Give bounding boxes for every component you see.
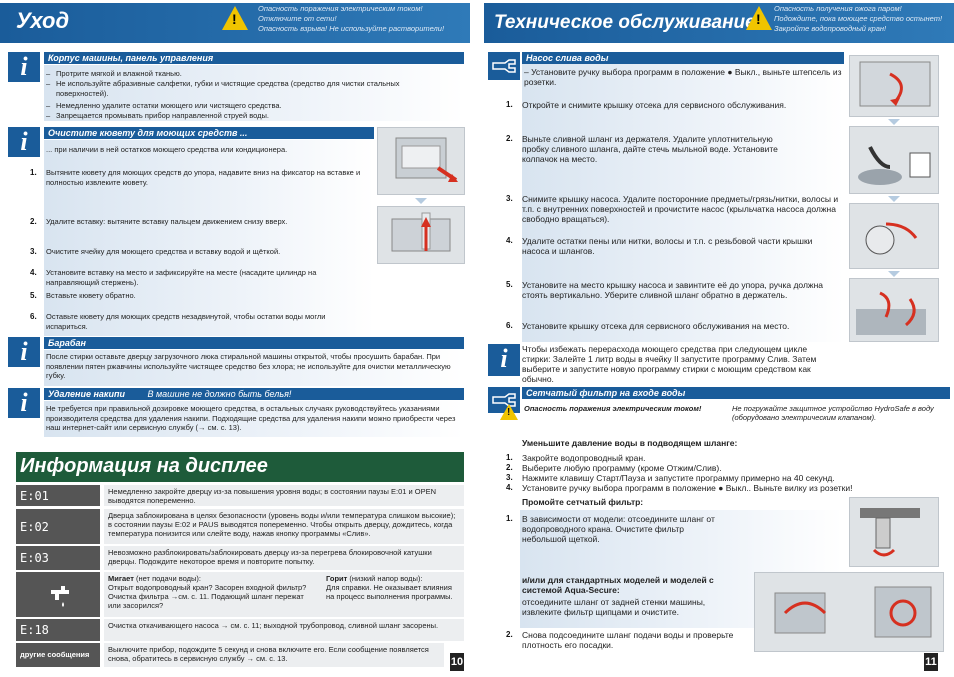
warning-line: Отключите от сети! xyxy=(258,14,337,23)
display-code-text: Очистка откачивающего насоса → см. с. 11; выходной трубопровод, сливной шланг засорены. xyxy=(104,619,464,641)
step-number: 3. xyxy=(506,473,513,482)
display-code-text: Выключите прибор, подождите 5 секунд и снова включите его. Если сообщение появляется снова, обратитесь в сервисную службу → см. с. 13. xyxy=(104,643,444,667)
step-number: 2. xyxy=(506,134,513,143)
flow-arrow-icon xyxy=(888,271,900,277)
pump-intro-text: Установите ручку выбора программ в положение ● Выкл., выньте штепсель из розетки. xyxy=(524,67,842,87)
bullet-text: Не используйте абразивные салфетки, губки и чистящие средства (средство для чистки стальных поверхностей). xyxy=(56,79,400,98)
pump-step2-illustration xyxy=(849,126,939,194)
left-page-title: Уход xyxy=(16,8,70,33)
filter-rear-illustration xyxy=(754,572,944,652)
rear-filter-drawing xyxy=(755,573,943,651)
section-head-filter: Сетчатый фильтр на входе воды xyxy=(522,387,950,399)
display-code: E:02 xyxy=(16,509,100,544)
pump-intro: – Установите ручку выбора программ в положение ● Выкл., выньте штепсель из розетки. xyxy=(524,67,842,87)
page-number: 11 xyxy=(924,653,938,671)
bullet-text: Протрите мягкой и влажной тканью. xyxy=(56,69,182,78)
warning-line: Опасность получения ожога паром! xyxy=(774,4,902,13)
section-head-descaling xyxy=(44,388,464,400)
right-header-warnings xyxy=(774,4,942,34)
dispenser-drawing xyxy=(378,128,464,194)
bullet-text: Немедленно удалите остатки моющего или чистящего средства. xyxy=(56,101,282,110)
info-icon: i xyxy=(8,388,40,418)
step-number: 4. xyxy=(506,483,513,492)
section-head-dispenser: Очистите кювету для моющих средств ... xyxy=(44,127,374,139)
bullet: – xyxy=(46,101,51,110)
pump-info-text: Чтобы избежать перерасхода моющего средства при следующем цикле стирки: Залейте 1 литр воды в ячейку II запустите программу Слив. Затем выберите и запустите новую программу стирки с моющим средством как обычно. xyxy=(522,344,817,384)
display-code: E:18 xyxy=(16,619,100,641)
step-text: Вытяните кювету для моющих средств до упора, надавите вниз на фиксатор на вставке и полностью извлеките кювету. xyxy=(46,168,361,187)
step-number: 5. xyxy=(30,291,37,300)
section-head-housing: Корпус машины, панель управления xyxy=(44,52,464,64)
step-number: 1. xyxy=(30,168,37,177)
display-code-text: Невозможно разблокировать/заблокировать дверцу из-за перегрева блокировочной катушки дверцы. Подождите некоторое время и повторите попытку. xyxy=(104,546,464,570)
bullet: – xyxy=(46,69,51,78)
step-text: Вставьте кювету обратно. xyxy=(46,291,136,300)
lit-head-note: (низкий напор воды): xyxy=(349,574,423,583)
descaling-text: Не требуется при правильной дозировке моющего средства, в остальных случаях руководствуйтесь указаниями производителя средства для удаления накипи. Подходящие средства для удаления накипи можно приобрести через наш интернет-сайт или сервисную службу (→ см. с. 13). xyxy=(46,404,456,432)
intro-text: ... при наличии в ней остатков моющего средства или кондиционера. xyxy=(46,145,288,154)
bullet: – xyxy=(46,79,51,88)
right-page xyxy=(484,0,954,677)
step-text: Оставьте кювету для моющих средств незадвинутой, чтобы остатки воды могли испариться. xyxy=(46,312,326,331)
pump-cap-drawing xyxy=(850,204,938,268)
blink-head-note: (нет подачи воды): xyxy=(136,574,201,583)
step-text: Установите на место крышку насоса и завинтите её до упора, ручка должна стоять вертикально. Уберите сливной шланг обратно в держатель. xyxy=(522,280,824,300)
filter-subheading: Уменьшите давление воды в подводящем шланге: xyxy=(522,438,738,448)
section-head-pump: Насос слива воды xyxy=(522,52,844,64)
flow-arrow-icon xyxy=(415,198,427,204)
tap-code-cell xyxy=(16,572,100,617)
step-text: Установите вставку на место и зафиксируйте на месте (насадите цилиндр на направляющий стержень). xyxy=(46,268,317,287)
pump-step5-illustration xyxy=(849,278,939,342)
descaling-title: Удаление накипи xyxy=(48,389,125,399)
display-code: E:03 xyxy=(16,546,100,570)
display-code: E:01 xyxy=(16,485,100,506)
step-number: 3. xyxy=(506,194,513,203)
step-text: Откройте и снимите крышку отсека для сервисного обслуживания. xyxy=(522,100,787,110)
warning-icon: ! xyxy=(500,404,518,420)
step-number: 3. xyxy=(30,247,37,256)
step-number: 6. xyxy=(506,321,513,330)
dispenser-illustration xyxy=(377,127,465,195)
step-text: Снимите крышку насоса. Удалите посторонние предметы/грязь/нитки, волосы и т.п. с внутренних поверхностей и прочистите насос (крыльчатка насоса должна свободно вращаться). xyxy=(522,194,839,224)
left-header-warnings xyxy=(258,4,444,34)
display-code: другие сообщения xyxy=(16,643,100,667)
right-page-title: Техническое обслуживание xyxy=(494,12,756,33)
warning-line: Закройте водопроводный кран! xyxy=(774,24,887,33)
lit-text-cell xyxy=(322,572,464,617)
step-text: Установите ручку выбора программ в положение ● Выкл.. Выньте вилку из розетки! xyxy=(522,483,853,493)
warning-line: Опасность поражения электрическим током! xyxy=(258,4,423,13)
insert-drawing xyxy=(378,207,464,263)
filter-clean-text-1: В зависимости от модели: отсоедините шланг от водопроводного крана. Очистите фильтр небольшой щеткой. xyxy=(522,514,715,544)
display-section-title: Информация на дисплее xyxy=(20,455,268,477)
wrench-icon xyxy=(488,52,520,80)
pump-step1-illustration xyxy=(849,55,939,117)
left-page xyxy=(0,0,470,677)
pump-refit-drawing xyxy=(850,279,938,341)
step-number: 2. xyxy=(30,217,37,226)
blink-text-cell xyxy=(104,572,322,617)
display-code-text: Дверца заблокирована в целях безопасности (уровень воды и/или температура слишком высокие); в состоянии паузы E:02 и PAUS выводятся попеременно. Чтобы открыть дверцу, дождитесь, когда температура понизится или слейте воду, нажав кнопку программы «Слив». xyxy=(104,509,464,544)
service-flap-drawing xyxy=(850,56,938,116)
drain-hose-drawing xyxy=(850,127,938,193)
step-text: Нажмите клавишу Старт/Пауза и запустите программу примерно на 40 секунд. xyxy=(522,473,835,483)
warning-line: Подождите, пока моющее средство остынет! xyxy=(774,14,943,23)
step-text: Выберите любую программу (кроме Отжим/Слив). xyxy=(522,463,722,473)
tap-filter-drawing xyxy=(850,498,938,566)
step-text: Удалите остатки пены или нитки, волосы и т.п. с резьбовой части крышки насоса и шлангов. xyxy=(522,236,813,256)
info-icon: i xyxy=(488,344,520,376)
step-text: Очистите ячейку для моющего средства и вставку водой и щёткой. xyxy=(46,247,281,256)
step-text: Установите крышку отсека для сервисного обслуживания на место. xyxy=(522,321,790,331)
step-number: 2. xyxy=(506,463,513,472)
page-number: 10 xyxy=(450,653,464,671)
step-number: 5. xyxy=(506,280,513,289)
display-code-text: Немедленно закройте дверцу из-за повышения уровня воды; в состоянии паузы E:01 и OPEN выводятся попеременно. xyxy=(104,485,464,506)
flow-arrow-icon xyxy=(888,119,900,125)
step-number: 1. xyxy=(506,453,513,462)
section-head-drum: Барабан xyxy=(44,337,464,349)
filter-clean-text-3: Снова подсоедините шланг подачи воды и проверьте плотность его посадки. xyxy=(522,630,734,650)
bullet-text: Запрещается промывать прибор направленной струей воды. xyxy=(56,111,269,120)
info-icon: i xyxy=(8,337,40,367)
tap-icon xyxy=(45,582,75,608)
descaling-note: В машине не должно быть белья! xyxy=(147,389,292,399)
step-text: Закройте водопроводный кран. xyxy=(522,453,646,463)
info-icon: i xyxy=(8,127,40,157)
filter-clean-heading: Промойте сетчатый фильтр: xyxy=(522,497,644,507)
step-number: 4. xyxy=(506,236,513,245)
filter-clean-heading-2 xyxy=(522,575,752,595)
flow-arrow-icon xyxy=(888,196,900,202)
drum-text: После стирки оставьте дверцу загрузочного люка стиральной машины открытой, чтобы просушить барабан. При появлении пятен ржавчины используйте чистящее средство без хлора; не используйте для очистки металлическую губку. xyxy=(46,352,451,380)
blink-head: Мигает xyxy=(108,574,134,583)
insert-illustration xyxy=(377,206,465,264)
info-icon: i xyxy=(8,52,40,82)
filter-clean-text-2: отсоедините шланг от задней стенки машины, извлеките фильтр щипцами и очистите. xyxy=(522,597,706,617)
step-text: Выньте сливной шланг из держателя. Удалите уплотнительную пробку сливного шланга, дайте стечь мыльной воде. Установите колпачок на место. xyxy=(522,134,778,164)
step-text: Удалите вставку: вытяните вставку пальцем движением снизу вверх. xyxy=(46,217,288,226)
step-number: 1. xyxy=(506,100,513,109)
hand-tool-drawing xyxy=(491,57,517,75)
bullet: – xyxy=(46,111,51,120)
filter-warning-shock: Опасность поражения электрическим током! xyxy=(524,404,702,413)
step-number: 1. xyxy=(506,514,513,523)
filter-clean-heading-2-text: и/или для стандартных моделей и моделей с системой Aqua-Secure: xyxy=(522,575,714,595)
filter-tap-illustration xyxy=(849,497,939,567)
pump-step3-illustration xyxy=(849,203,939,269)
warning-icon: ! xyxy=(746,6,772,30)
blink-text: Открыт водопроводный кран? Засорен входной фильтр? Очистка фильтра →см. с. 11. Подающий шланг пережат или засорился? xyxy=(108,583,307,610)
lit-head: Горит xyxy=(326,574,348,583)
warning-icon: ! xyxy=(222,6,248,30)
warning-line: Опасность взрыва! Не используйте растворители! xyxy=(258,24,445,33)
step-number: 2. xyxy=(506,630,513,639)
filter-warning-hydrosafe: Не погружайте защитное устройство HydroSafe в воду (оборудовано электрическим клапаном). xyxy=(732,404,934,422)
step-number: 6. xyxy=(30,312,37,321)
lit-text: Для справки. Не оказывает влияния на процесс выполнения программы. xyxy=(326,583,453,601)
step-number: 4. xyxy=(30,268,37,277)
